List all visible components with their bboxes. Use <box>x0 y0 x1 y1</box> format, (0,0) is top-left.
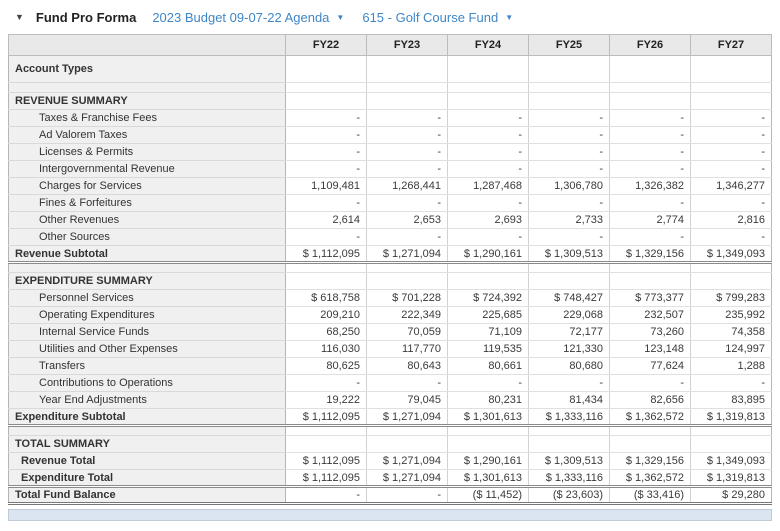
row-licenses-permits <box>9 144 772 161</box>
cell-fy26: $ 1,329,156 <box>610 246 691 263</box>
cell-fy23: - <box>367 110 448 127</box>
cell-fy25: - <box>529 229 610 246</box>
cell-fy24: $ 1,301,613 <box>448 409 529 426</box>
cell-fy23: - <box>367 127 448 144</box>
cell-fy24 <box>448 436 529 453</box>
cell-fy26: 1,326,382 <box>610 178 691 195</box>
cell-fy26: - <box>610 195 691 212</box>
cell-fy24 <box>448 263 529 273</box>
cell-fy26: - <box>610 375 691 392</box>
cell-fy22 <box>286 93 367 110</box>
chevron-down-icon: ▼ <box>336 12 345 22</box>
cell-fy24 <box>448 83 529 93</box>
spacer-row-22 <box>9 426 772 436</box>
cell-fy23: 2,653 <box>367 212 448 229</box>
fund-dropdown-label: 615 - Golf Course Fund <box>362 9 499 25</box>
cell-fy24: - <box>448 229 529 246</box>
row-label: Utilities and Other Expenses <box>9 341 286 358</box>
row-other-revenues <box>9 212 772 229</box>
cell-fy23: $ 1,271,094 <box>367 453 448 470</box>
cell-fy23: - <box>367 161 448 178</box>
cell-fy22: 116,030 <box>286 341 367 358</box>
cell-fy22 <box>286 273 367 290</box>
cell-fy24: - <box>448 375 529 392</box>
chevron-down-icon: ▼ <box>505 12 514 22</box>
column-header-fy25: FY25 <box>529 35 610 56</box>
cell-fy26: 2,774 <box>610 212 691 229</box>
cell-fy24: $ 1,290,161 <box>448 246 529 263</box>
cell-fy25: $ 1,309,513 <box>529 246 610 263</box>
cell-fy23 <box>367 83 448 93</box>
cell-fy23: 222,349 <box>367 307 448 324</box>
row-charges-for-services <box>9 178 772 195</box>
cell-fy22: - <box>286 144 367 161</box>
cell-fy25: $ 1,333,116 <box>529 470 610 487</box>
fund-dropdown[interactable] <box>362 10 513 25</box>
row-operating-expenditures <box>9 307 772 324</box>
row-label: Internal Service Funds <box>9 324 286 341</box>
budget-dropdown-label: 2023 Budget 09-07-22 Agenda <box>152 9 330 25</box>
cell-fy24: $ 724,392 <box>448 290 529 307</box>
cell-fy24: $ 1,290,161 <box>448 453 529 470</box>
cell-fy27: - <box>691 110 772 127</box>
cell-fy27: 124,997 <box>691 341 772 358</box>
row-label: Expenditure Subtotal <box>9 409 286 426</box>
cell-fy23 <box>367 93 448 110</box>
cell-fy24: 119,535 <box>448 341 529 358</box>
cell-fy25: - <box>529 144 610 161</box>
row-label: Revenue Subtotal <box>9 246 286 263</box>
cell-fy26: - <box>610 110 691 127</box>
cell-fy27: 2,816 <box>691 212 772 229</box>
cell-fy22 <box>286 56 367 83</box>
cell-fy24 <box>448 426 529 436</box>
cell-fy22: - <box>286 161 367 178</box>
row-taxes-franchise-fees <box>9 110 772 127</box>
row-revenue-subtotal <box>9 246 772 263</box>
cell-fy25 <box>529 83 610 93</box>
cell-fy25: 2,733 <box>529 212 610 229</box>
row-label: Account Types <box>9 56 286 83</box>
cell-fy23: 79,045 <box>367 392 448 409</box>
cell-fy22: 1,109,481 <box>286 178 367 195</box>
corner-cell <box>9 35 286 56</box>
row-label: Personnel Services <box>9 290 286 307</box>
cell-fy23 <box>367 273 448 290</box>
cell-fy27: $ 29,280 <box>691 487 772 504</box>
cell-fy27 <box>691 426 772 436</box>
row-label: Other Sources <box>9 229 286 246</box>
row-transfers <box>9 358 772 375</box>
cell-fy25: 121,330 <box>529 341 610 358</box>
cell-fy24 <box>448 93 529 110</box>
row-personnel-services <box>9 290 772 307</box>
cell-fy25: 81,434 <box>529 392 610 409</box>
cell-fy26 <box>610 436 691 453</box>
row-label: Year End Adjustments <box>9 392 286 409</box>
cell-fy25 <box>529 263 610 273</box>
cell-fy24: 80,661 <box>448 358 529 375</box>
cell-fy22: - <box>286 127 367 144</box>
spacer-row-1 <box>9 83 772 93</box>
row-label: Transfers <box>9 358 286 375</box>
cell-fy27: $ 1,349,093 <box>691 453 772 470</box>
row-label <box>9 263 286 273</box>
cell-fy23: - <box>367 195 448 212</box>
cell-fy26: - <box>610 144 691 161</box>
cell-fy26: $ 773,377 <box>610 290 691 307</box>
row-label: Expenditure Total <box>9 470 286 487</box>
row-label: Charges for Services <box>9 178 286 195</box>
row-intergovernmental-revenue <box>9 161 772 178</box>
cell-fy25 <box>529 426 610 436</box>
row-label: EXPENDITURE SUMMARY <box>9 273 286 290</box>
cell-fy25 <box>529 273 610 290</box>
cell-fy27 <box>691 56 772 83</box>
cell-fy26: $ 1,329,156 <box>610 453 691 470</box>
cell-fy24: 2,693 <box>448 212 529 229</box>
cell-fy26 <box>610 273 691 290</box>
cell-fy26: - <box>610 229 691 246</box>
column-header-fy24: FY24 <box>448 35 529 56</box>
cell-fy26: 77,624 <box>610 358 691 375</box>
cell-fy27: $ 1,319,813 <box>691 409 772 426</box>
cell-fy26: ($ 33,416) <box>610 487 691 504</box>
column-header-fy26: FY26 <box>610 35 691 56</box>
cell-fy27: 1,288 <box>691 358 772 375</box>
row-label: REVENUE SUMMARY <box>9 93 286 110</box>
cell-fy23: - <box>367 375 448 392</box>
cell-fy23 <box>367 263 448 273</box>
cell-fy24: - <box>448 127 529 144</box>
cell-fy23 <box>367 56 448 83</box>
row-contributions-to-operations <box>9 375 772 392</box>
cell-fy22: - <box>286 195 367 212</box>
row-label: Fines & Forfeitures <box>9 195 286 212</box>
cell-fy22: $ 1,112,095 <box>286 246 367 263</box>
cell-fy25: - <box>529 110 610 127</box>
cell-fy23: - <box>367 229 448 246</box>
collapse-caret-icon[interactable]: ▼ <box>15 12 24 22</box>
cell-fy27: $ 1,319,813 <box>691 470 772 487</box>
cell-fy23: 117,770 <box>367 341 448 358</box>
cell-fy22: 2,614 <box>286 212 367 229</box>
cell-fy22: - <box>286 487 367 504</box>
row-expenditure-subtotal <box>9 409 772 426</box>
cell-fy27: 1,346,277 <box>691 178 772 195</box>
cell-fy27: - <box>691 195 772 212</box>
cell-fy22: 19,222 <box>286 392 367 409</box>
row-label: TOTAL SUMMARY <box>9 436 286 453</box>
cell-fy22: 80,625 <box>286 358 367 375</box>
cell-fy27: - <box>691 229 772 246</box>
cell-fy22 <box>286 83 367 93</box>
row-label: Operating Expenditures <box>9 307 286 324</box>
cell-fy26: $ 1,362,572 <box>610 409 691 426</box>
cell-fy22: - <box>286 110 367 127</box>
cell-fy25: - <box>529 375 610 392</box>
partial-cutoff-row <box>8 509 772 521</box>
cell-fy27 <box>691 263 772 273</box>
cell-fy27 <box>691 436 772 453</box>
cell-fy26 <box>610 56 691 83</box>
row-ad-valorem-taxes <box>9 127 772 144</box>
cell-fy23: 80,643 <box>367 358 448 375</box>
row-label: Other Revenues <box>9 212 286 229</box>
cell-fy26: $ 1,362,572 <box>610 470 691 487</box>
cell-fy27: 83,895 <box>691 392 772 409</box>
cell-fy23: $ 1,271,094 <box>367 470 448 487</box>
row-expenditure-summary <box>9 273 772 290</box>
cell-fy25: $ 1,333,116 <box>529 409 610 426</box>
row-internal-service-funds <box>9 324 772 341</box>
row-year-end-adjustments <box>9 392 772 409</box>
cell-fy22 <box>286 426 367 436</box>
cell-fy23: $ 1,271,094 <box>367 246 448 263</box>
budget-dropdown[interactable] <box>152 10 344 25</box>
cell-fy24: - <box>448 110 529 127</box>
column-header-fy22: FY22 <box>286 35 367 56</box>
topbar <box>0 0 780 34</box>
row-other-sources <box>9 229 772 246</box>
row-utilities-and-other-expenses <box>9 341 772 358</box>
cell-fy24: 71,109 <box>448 324 529 341</box>
cell-fy25: 1,306,780 <box>529 178 610 195</box>
row-label <box>9 83 286 93</box>
cell-fy22 <box>286 263 367 273</box>
cell-fy25: 72,177 <box>529 324 610 341</box>
cell-fy27: $ 799,283 <box>691 290 772 307</box>
cell-fy23: 70,059 <box>367 324 448 341</box>
cell-fy24: 80,231 <box>448 392 529 409</box>
cell-fy27: $ 1,349,093 <box>691 246 772 263</box>
cell-fy26 <box>610 93 691 110</box>
row-total-fund-balance <box>9 487 772 504</box>
row-label: Ad Valorem Taxes <box>9 127 286 144</box>
cell-fy26: - <box>610 161 691 178</box>
cell-fy25 <box>529 56 610 83</box>
cell-fy25: - <box>529 127 610 144</box>
spacer-row-12 <box>9 263 772 273</box>
row-label: Total Fund Balance <box>9 487 286 504</box>
cell-fy27: - <box>691 144 772 161</box>
cell-fy22: 68,250 <box>286 324 367 341</box>
table-body <box>9 56 772 504</box>
cell-fy24: - <box>448 161 529 178</box>
row-label: Contributions to Operations <box>9 375 286 392</box>
cell-fy26 <box>610 426 691 436</box>
cell-fy27: 235,992 <box>691 307 772 324</box>
cell-fy27: - <box>691 161 772 178</box>
cell-fy24: $ 1,301,613 <box>448 470 529 487</box>
cell-fy25: - <box>529 195 610 212</box>
cell-fy27 <box>691 83 772 93</box>
row-label: Taxes & Franchise Fees <box>9 110 286 127</box>
cell-fy22: $ 618,758 <box>286 290 367 307</box>
cell-fy23: - <box>367 487 448 504</box>
cell-fy26: 123,148 <box>610 341 691 358</box>
header-row <box>9 35 772 56</box>
cell-fy25: 80,680 <box>529 358 610 375</box>
cell-fy22 <box>286 436 367 453</box>
cell-fy25: $ 1,309,513 <box>529 453 610 470</box>
cell-fy27 <box>691 93 772 110</box>
row-label: Revenue Total <box>9 453 286 470</box>
cell-fy22: 209,210 <box>286 307 367 324</box>
cell-fy22: $ 1,112,095 <box>286 470 367 487</box>
pro-forma-table <box>8 34 772 505</box>
cell-fy26: - <box>610 127 691 144</box>
page-title: Fund Pro Forma <box>35 9 137 25</box>
cell-fy24: - <box>448 144 529 161</box>
row-revenue-total <box>9 453 772 470</box>
cell-fy23: - <box>367 144 448 161</box>
cell-fy27 <box>691 273 772 290</box>
cell-fy25 <box>529 436 610 453</box>
cell-fy26: 82,656 <box>610 392 691 409</box>
cell-fy23: $ 1,271,094 <box>367 409 448 426</box>
row-label: Licenses & Permits <box>9 144 286 161</box>
cell-fy22: $ 1,112,095 <box>286 453 367 470</box>
row-fines-forfeitures <box>9 195 772 212</box>
cell-fy25: $ 748,427 <box>529 290 610 307</box>
cell-fy26: 232,507 <box>610 307 691 324</box>
cell-fy22: - <box>286 375 367 392</box>
cell-fy24: 1,287,468 <box>448 178 529 195</box>
table-header <box>9 35 772 56</box>
row-revenue-summary <box>9 93 772 110</box>
cell-fy22: - <box>286 229 367 246</box>
row-label: Intergovernmental Revenue <box>9 161 286 178</box>
cell-fy26 <box>610 263 691 273</box>
row-label <box>9 426 286 436</box>
column-header-fy23: FY23 <box>367 35 448 56</box>
column-header-fy27: FY27 <box>691 35 772 56</box>
cell-fy23 <box>367 426 448 436</box>
cell-fy22: $ 1,112,095 <box>286 409 367 426</box>
cell-fy23: 1,268,441 <box>367 178 448 195</box>
cell-fy25: - <box>529 161 610 178</box>
row-expenditure-total <box>9 470 772 487</box>
cell-fy24 <box>448 273 529 290</box>
cell-fy26: 73,260 <box>610 324 691 341</box>
cell-fy25 <box>529 93 610 110</box>
row-account-types <box>9 56 772 83</box>
cell-fy27: - <box>691 127 772 144</box>
cell-fy24: ($ 11,452) <box>448 487 529 504</box>
cell-fy25: 229,068 <box>529 307 610 324</box>
cell-fy27: 74,358 <box>691 324 772 341</box>
cell-fy24: 225,685 <box>448 307 529 324</box>
cell-fy27: - <box>691 375 772 392</box>
cell-fy24 <box>448 56 529 83</box>
cell-fy23 <box>367 436 448 453</box>
cell-fy24: - <box>448 195 529 212</box>
row-total-summary <box>9 436 772 453</box>
cell-fy25: ($ 23,603) <box>529 487 610 504</box>
cell-fy23: $ 701,228 <box>367 290 448 307</box>
cell-fy26 <box>610 83 691 93</box>
